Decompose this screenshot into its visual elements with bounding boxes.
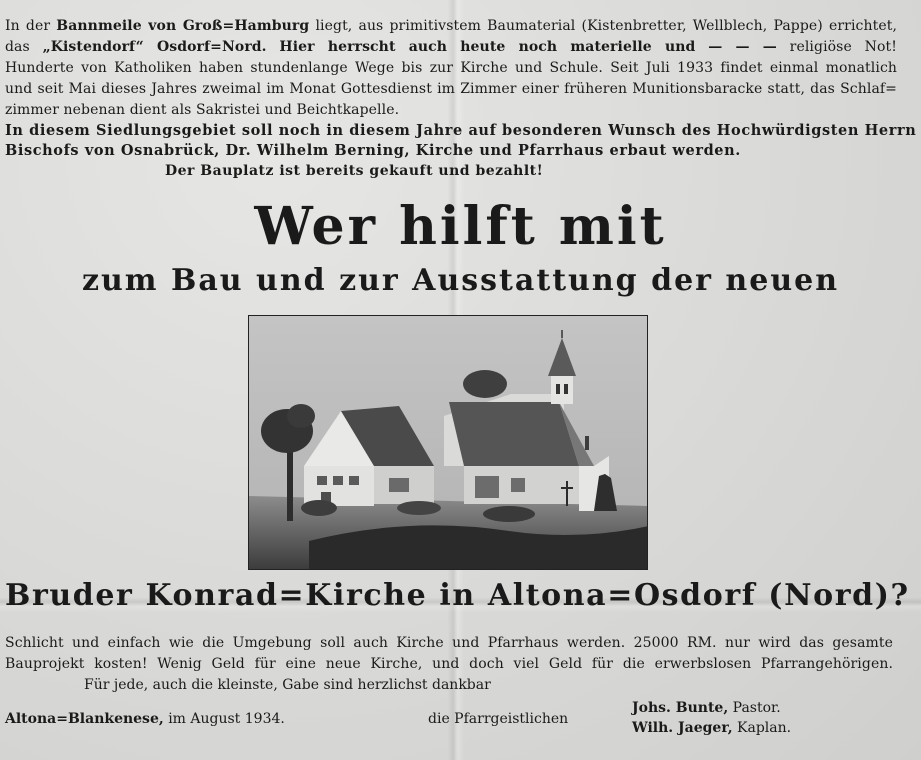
signature-clergy: die Pfarrgeistlichen bbox=[428, 711, 569, 727]
church-model-image bbox=[249, 316, 648, 570]
plan-line-2: Bischofs von Osnabrück, Dr. Wilhelm Berning, Kirche und Pfarrhaus erbaut werden. bbox=[5, 142, 741, 159]
intro-text: In der bbox=[5, 18, 51, 34]
intro-text: religiöse Not! bbox=[789, 39, 897, 55]
headline-secondary: zum Bau und zur Ausstattung der neuen bbox=[81, 263, 840, 298]
signature-date: im August 1934. bbox=[168, 711, 285, 727]
closing-line-1: Schlicht und einfach wie die Umgebung soll auch Kirche und Pfarrhaus werden. 25000 RM. nur wird das gesamte bbox=[5, 635, 893, 651]
intro-text: liegt, aus primitivstem Baumaterial (Kistenbretter, Wellblech, Pappe) errichtet, bbox=[315, 18, 897, 34]
intro-line-4: und seit Mai dieses Jahres zweimal im Monat Gottesdienst im Zimmer einer früheren Munitionsbaracke statt, das Schlaf= bbox=[5, 81, 897, 97]
intro-highlight: Bannmeile von Groß=Hamburg bbox=[56, 18, 310, 34]
closing-line-2: Bauprojekt kosten! Wenig Geld für eine neue Kirche, und doch viel Geld für die erwerbslosen Pfarrangehörigen. bbox=[5, 656, 893, 672]
headline-church-name: Bruder Konrad=Kirche in Altona=Osdorf (Nord)? bbox=[5, 578, 910, 613]
plan-line-1: In diesem Siedlungsgebiet soll noch in diesem Jahre auf besonderen Wunsch des Hochwürdigsten Herrn bbox=[5, 122, 917, 139]
intro-dashes: — — — bbox=[708, 39, 777, 55]
chaplain-name: Wilh. Jaeger, bbox=[632, 720, 733, 736]
intro-text: Hier herrscht auch heute noch materielle und bbox=[279, 39, 696, 55]
intro-highlight: „Kistendorf“ Osdorf=Nord. bbox=[42, 39, 267, 55]
intro-line-3: Hunderte von Katholiken haben stundenlange Wege bis zur Kirche und Schule. Seit Juli 1933 findet einmal monatlich bbox=[5, 60, 897, 76]
chaplain-role: Kaplan. bbox=[737, 720, 792, 736]
signature-place-date bbox=[5, 710, 285, 728]
intro-line-2 bbox=[5, 38, 897, 56]
signature-chaplain bbox=[632, 719, 791, 737]
intro-line-1 bbox=[5, 17, 897, 35]
signature-place: Altona=Blankenese, bbox=[5, 711, 164, 727]
pastor-name: Johs. Bunte, bbox=[632, 700, 729, 716]
headline-primary: Wer hilft mit bbox=[254, 196, 667, 257]
intro-line-5: zimmer nebenan dient als Sakristei und Beichtkapelle. bbox=[5, 102, 400, 118]
church-photo bbox=[248, 315, 648, 570]
closing-line-3: Für jede, auch die kleinste, Gabe sind herzlichst dankbar bbox=[84, 677, 491, 693]
intro-text: das bbox=[5, 39, 30, 55]
pastor-role: Pastor. bbox=[732, 700, 781, 716]
signature-pastor bbox=[632, 699, 781, 717]
plan-line-3: Der Bauplatz ist bereits gekauft und bezahlt! bbox=[165, 163, 544, 179]
